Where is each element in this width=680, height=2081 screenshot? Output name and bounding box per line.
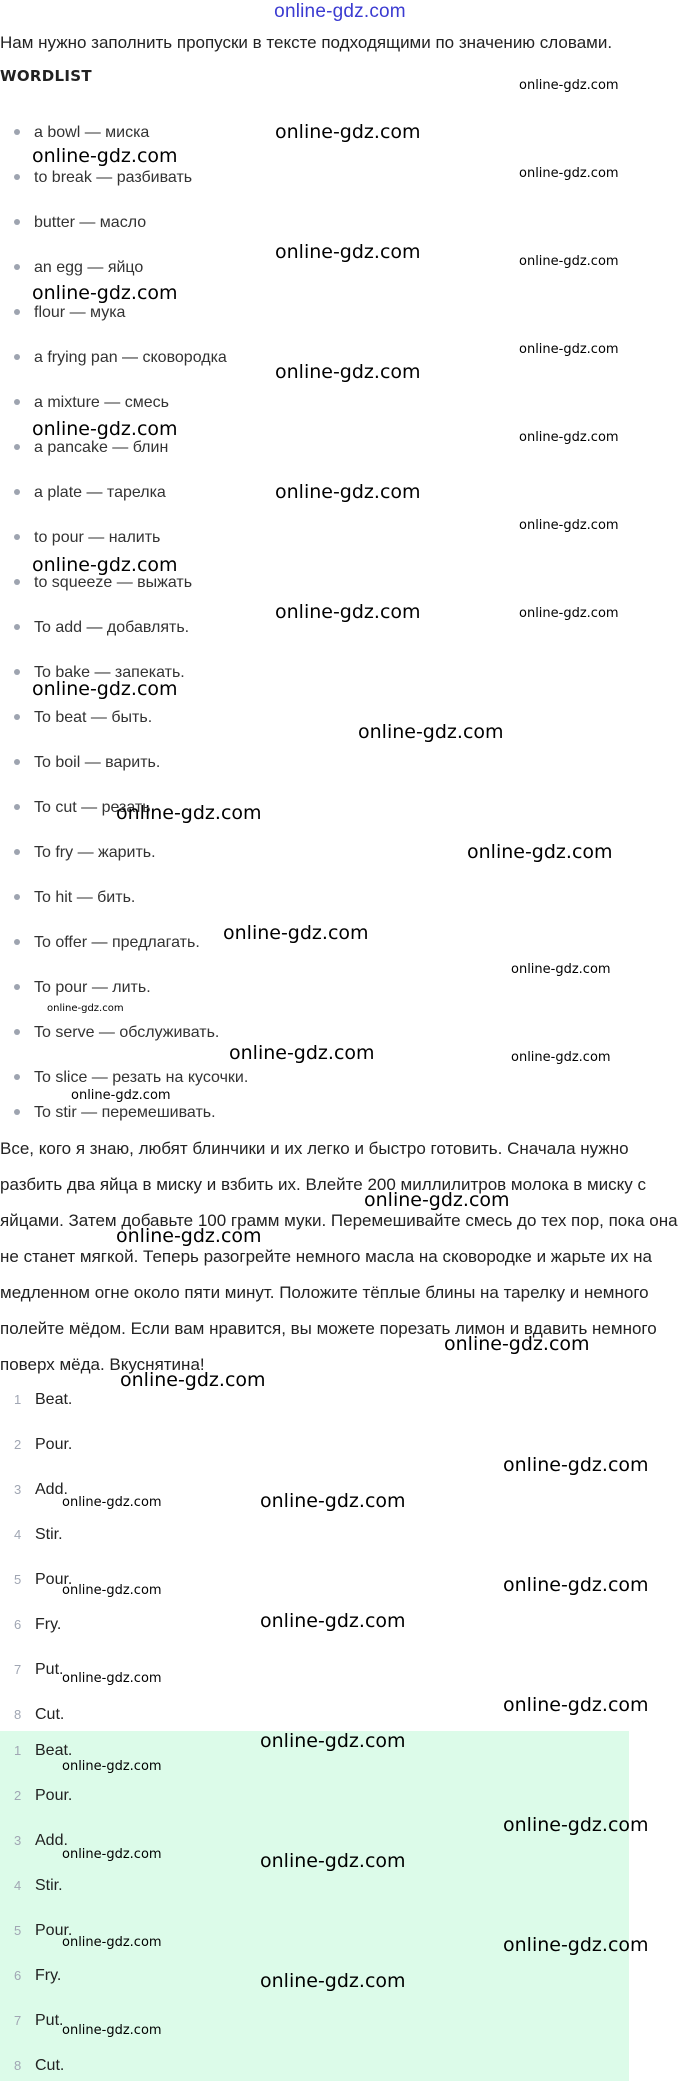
answer-number: 8: [14, 2058, 22, 2073]
watermark: online-gdz.com: [519, 430, 619, 445]
watermark: online-gdz.com: [229, 1042, 375, 1064]
wordlist-item-text: a pancake — блин: [34, 439, 169, 456]
answer-text: Pour.: [35, 1922, 73, 1939]
watermark: online-gdz.com: [503, 1454, 649, 1476]
watermark: online-gdz.com: [503, 1574, 649, 1596]
wordlist-item-text: to squeeze — выжать: [34, 574, 193, 591]
site-logo[interactable]: online-gdz.com: [274, 1, 406, 22]
wordlist-item: [14, 301, 125, 325]
bullet-icon: [14, 939, 20, 945]
watermark: online-gdz.com: [519, 342, 619, 357]
bullet-icon: [14, 1109, 20, 1115]
wordlist-item-text: a frying pan — сковородка: [34, 349, 227, 366]
watermark: online-gdz.com: [62, 1759, 162, 1774]
watermark: online-gdz.com: [503, 1814, 649, 1836]
bullet-icon: [14, 984, 20, 990]
answer-number: 5: [14, 1923, 22, 1938]
watermark: online-gdz.com: [444, 1333, 590, 1355]
watermark: online-gdz.com: [511, 1050, 611, 1065]
watermark: online-gdz.com: [32, 282, 178, 304]
wordlist-item-text: a plate — тарелка: [34, 484, 166, 501]
wordlist-item: [14, 1021, 219, 1045]
watermark: online-gdz.com: [503, 1694, 649, 1716]
watermark: online-gdz.com: [275, 121, 421, 143]
watermark: online-gdz.com: [364, 1189, 510, 1211]
wordlist-item-text: butter — масло: [34, 214, 147, 231]
wordlist-item: [14, 976, 151, 1000]
bullet-icon: [14, 264, 20, 270]
watermark: online-gdz.com: [467, 841, 613, 863]
bullet-icon: [14, 849, 20, 855]
wordlist-item-text: a mixture — смесь: [34, 394, 169, 411]
wordlist-item: [14, 1101, 216, 1125]
answer-number: 6: [14, 1968, 22, 1983]
wordlist-item-text: To add — добавлять.: [34, 619, 190, 636]
answer-number: 1: [14, 1743, 22, 1758]
wordlist-item-text: To fry — жарить.: [34, 844, 156, 861]
watermark: online-gdz.com: [223, 922, 369, 944]
watermark: online-gdz.com: [519, 166, 619, 181]
answer-number: 7: [14, 1662, 22, 1677]
answer-number: 2: [14, 1788, 22, 1803]
bullet-icon: [14, 1074, 20, 1080]
wordlist-item-text: to pour — налить: [34, 529, 161, 546]
bullet-icon: [14, 894, 20, 900]
answer-text: Put.: [35, 1661, 64, 1678]
answer-number: 3: [14, 1833, 22, 1848]
watermark: online-gdz.com: [519, 254, 619, 269]
watermark: online-gdz.com: [120, 1369, 266, 1391]
answer-text: Beat.: [35, 1391, 73, 1408]
wordlist-item: [14, 526, 160, 550]
answer-number: 3: [14, 1482, 22, 1497]
bullet-icon: [14, 444, 20, 450]
wordlist-item-text: To serve — обслуживать.: [34, 1024, 220, 1041]
wordlist-item-text: To cut — резать.: [34, 799, 156, 816]
answer-text: Pour.: [35, 1787, 73, 1804]
wordlist-item-text: To pour — лить.: [34, 979, 151, 996]
watermark: online-gdz.com: [32, 678, 178, 700]
wordlist-item: [14, 886, 135, 910]
watermark: online-gdz.com: [116, 802, 262, 824]
bullet-icon: [14, 579, 20, 585]
answer-number: 6: [14, 1617, 22, 1632]
bullet-icon: [14, 174, 20, 180]
wordlist-heading: WORDLIST: [0, 67, 92, 85]
watermark: online-gdz.com: [116, 1225, 262, 1247]
wordlist-item-text: To beat — быть.: [34, 709, 153, 726]
task-instruction: Нам нужно заполнить пропуски в тексте подходящими по значению словами.: [0, 33, 613, 52]
answer-number: 8: [14, 1707, 22, 1722]
watermark: online-gdz.com: [47, 1003, 124, 1014]
watermark: online-gdz.com: [275, 601, 421, 623]
answer-text: Pour.: [35, 1571, 73, 1588]
answer-text: Fry.: [35, 1967, 62, 1984]
bullet-icon: [14, 669, 20, 675]
wordlist-item-text: an egg — яйцо: [34, 259, 144, 276]
watermark: online-gdz.com: [62, 1847, 162, 1862]
story-text: Все, кого я знаю, любят блинчики и их легко и быстро готовить. Сначала нужно разбить два яйца в миску и взбить их. Влейте 200 миллилитров молока в миску с яйцами. Затем добавьте 100 грамм муки. Перемешивайте смесь до тех пор, пока она не станет мягкой. Теперь разогрейте немного масла на сковородке и жарьте их на медленном огне около пяти минут. Положите тёплые блины на тарелку и немного полейте мёдом. Если вам нравится, вы можете порезать лимон и вдавить немного поверх мёда. Вкуснятина!: [0, 1139, 678, 1374]
wordlist-item-text: flour — мука: [34, 304, 126, 321]
watermark: online-gdz.com: [260, 1490, 406, 1512]
answer-number: 1: [14, 1392, 22, 1407]
wordlist-item: [14, 706, 152, 730]
watermark: online-gdz.com: [260, 1970, 406, 1992]
answer-number: 4: [14, 1878, 22, 1893]
watermark: online-gdz.com: [32, 145, 178, 167]
watermark: online-gdz.com: [275, 481, 421, 503]
answer-text: Pour.: [35, 1436, 73, 1453]
watermark: online-gdz.com: [275, 361, 421, 383]
wordlist-item-text: To offer — предлагать.: [34, 934, 200, 951]
bullet-icon: [14, 354, 20, 360]
watermark: online-gdz.com: [511, 962, 611, 977]
watermark: online-gdz.com: [62, 1583, 162, 1598]
answer-text: Stir.: [35, 1526, 63, 1543]
wordlist-item: [14, 166, 192, 190]
watermark: online-gdz.com: [503, 1934, 649, 1956]
wordlist-item: [14, 841, 156, 865]
answer-text: Add.: [35, 1481, 68, 1498]
answer-number: 5: [14, 1572, 22, 1587]
wordlist-item: [14, 256, 143, 280]
watermark: online-gdz.com: [519, 78, 619, 93]
wordlist-item: [14, 481, 166, 505]
wordlist-item-text: To boil — варить.: [34, 754, 161, 771]
wordlist-item-text: to break — разбивать: [34, 169, 193, 186]
wordlist-item: [14, 751, 160, 775]
wordlist-item-text: To hit — бить.: [34, 889, 136, 906]
answer-text: Cut.: [35, 1706, 65, 1723]
bullet-icon: [14, 219, 20, 225]
bullet-icon: [14, 309, 20, 315]
answer-number: 7: [14, 2013, 22, 2028]
wordlist-item-text: To slice — резать на кусочки.: [34, 1069, 249, 1086]
wordlist-item: [14, 391, 169, 415]
bullet-icon: [14, 129, 20, 135]
watermark: online-gdz.com: [260, 1610, 406, 1632]
bullet-icon: [14, 489, 20, 495]
watermark: online-gdz.com: [260, 1850, 406, 1872]
watermark: online-gdz.com: [71, 1088, 171, 1103]
watermark: online-gdz.com: [260, 1730, 406, 1752]
wordlist-item: [14, 931, 200, 955]
answer-text: Add.: [35, 1832, 68, 1849]
watermark: online-gdz.com: [275, 241, 421, 263]
wordlist-item: [14, 211, 146, 235]
answer-number: 2: [14, 1437, 22, 1452]
watermark: online-gdz.com: [62, 1935, 162, 1950]
bullet-icon: [14, 624, 20, 630]
answer-text: Put.: [35, 2012, 64, 2029]
answer-text: Cut.: [35, 2057, 65, 2074]
watermark: online-gdz.com: [62, 1671, 162, 1686]
answer-number: 4: [14, 1527, 22, 1542]
answer-text: Beat.: [35, 1742, 73, 1759]
watermark: online-gdz.com: [32, 418, 178, 440]
watermark: online-gdz.com: [32, 554, 178, 576]
answer-text: Stir.: [35, 1877, 63, 1894]
wordlist-item: [14, 346, 227, 370]
bullet-icon: [14, 1029, 20, 1035]
bullet-icon: [14, 714, 20, 720]
wordlist-item: [14, 1066, 248, 1090]
watermark: online-gdz.com: [358, 721, 504, 743]
watermark: online-gdz.com: [519, 606, 619, 621]
wordlist-item: [14, 616, 189, 640]
bullet-icon: [14, 534, 20, 540]
wordlist-item-text: To stir — перемешивать.: [34, 1104, 216, 1121]
answer-text: Fry.: [35, 1616, 62, 1633]
wordlist-item-text: To bake — запекать.: [34, 664, 185, 681]
bullet-icon: [14, 399, 20, 405]
watermark: online-gdz.com: [62, 2023, 162, 2038]
wordlist-item-text: a bowl — миска: [34, 124, 150, 141]
bullet-icon: [14, 759, 20, 765]
watermark: online-gdz.com: [519, 518, 619, 533]
bullet-icon: [14, 804, 20, 810]
wordlist-item: [14, 121, 149, 145]
watermark: online-gdz.com: [62, 1495, 162, 1510]
